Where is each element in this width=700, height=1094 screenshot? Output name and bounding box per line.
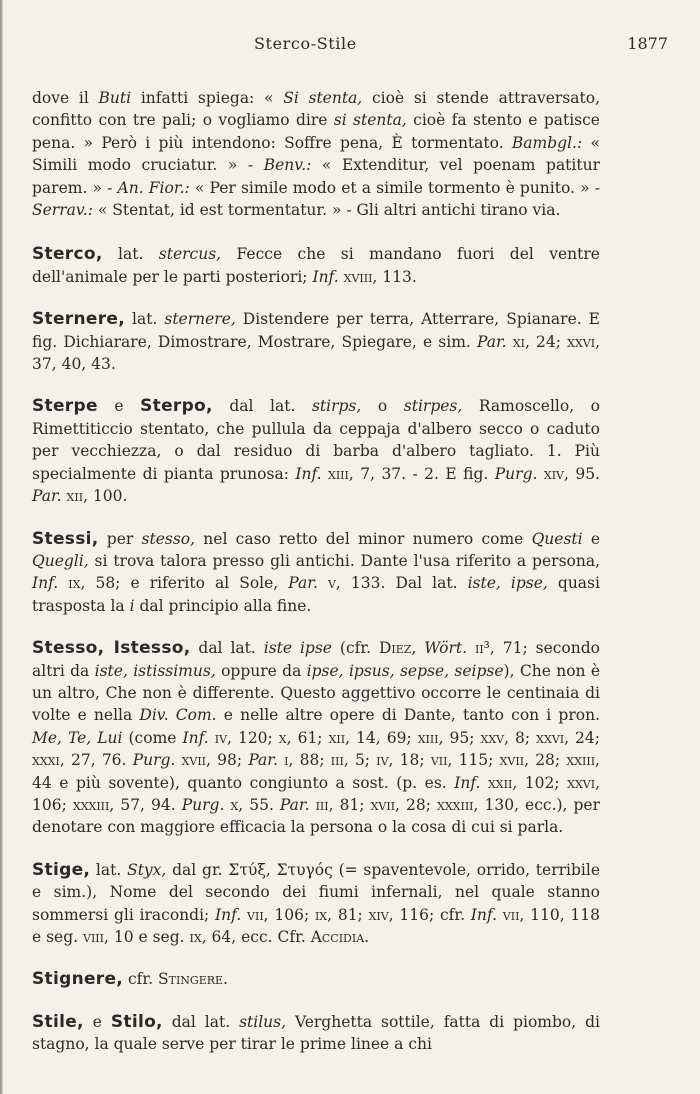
text-run: , 95; [438, 728, 481, 747]
italic-term: sternere, [164, 310, 236, 329]
text-run: « Per simile modo et a simile tormento è punito. » - [189, 178, 600, 197]
smallcaps-reference: xiii [417, 728, 439, 747]
italic-term: Par. [248, 751, 278, 770]
lemma-variant: Stilo, [110, 1011, 163, 1032]
text-run: , 44 e più sovente), quanto congiunto a sost. (p. es. [32, 751, 600, 792]
smallcaps-reference: ix [189, 928, 202, 946]
text-run: , 61; [286, 728, 329, 747]
entry-text [32, 859, 600, 949]
text-run: (cfr. [331, 639, 379, 658]
text-run: , 24; [524, 332, 568, 351]
text-run: dal lat. [212, 397, 312, 416]
entry-text [32, 243, 600, 288]
smallcaps-reference: v [327, 574, 336, 593]
entry-lemma: Stile, [32, 1011, 84, 1032]
smallcaps-reference: iv [214, 728, 228, 747]
text-run: cioè si stende attraversato, confitto con tre pali; o vogliamo dire [32, 89, 600, 130]
smallcaps-reference: xxxi [32, 751, 60, 770]
smallcaps-reference: vii [430, 751, 448, 770]
italic-term: stirps, [311, 397, 362, 416]
text-run: Ramoscello, o Rimettiticcio stentato, che pullula da ceppaja d'albero secco o caduto per vecchiezza, o dal residuo di barba d'albero tagliato. 1. Più specialmente di pianta prunosa: [32, 397, 601, 483]
smallcaps-reference: xii [328, 728, 346, 747]
smallcaps-reference: ix [68, 574, 81, 593]
italic-term: iste ipse [263, 639, 332, 658]
entry-lemma: Stige, [32, 859, 91, 880]
italic-term: Benv.: [263, 156, 312, 175]
italic-term: si stenta, [333, 111, 407, 130]
text-run: quasi trasposta la [32, 574, 600, 615]
italic-term: Purg. [181, 795, 225, 814]
text-run: dove il [32, 89, 99, 107]
continuation-paragraph [32, 87, 600, 221]
entry-text [32, 395, 600, 507]
text-run: , 130, ecc.), per denotare con maggiore efficacia la persona o la cosa di cui si parla. [32, 795, 601, 837]
entry-text [32, 308, 600, 375]
text-run: lat. [102, 245, 159, 264]
text-run: lat. [90, 860, 128, 879]
italic-term: Inf. [470, 905, 498, 924]
dictionary-entry [32, 308, 600, 375]
smallcaps-reference: xxxiii [437, 795, 474, 814]
entry-lemma: Sterco, [32, 244, 103, 265]
entry-text [32, 968, 600, 990]
text-run [467, 639, 475, 657]
italic-term: iste, ipse, [467, 574, 548, 593]
entry-lemma: Sternere, [32, 309, 125, 330]
smallcaps-reference: xii [66, 487, 84, 506]
text-run: e [97, 397, 141, 416]
text-run: , 64, ecc. Cfr. [201, 928, 311, 946]
text-run: , 18; [388, 751, 431, 770]
text-run: Fecce che si mandano fuori del ventre dell'animale per le parti posteriori; [32, 245, 600, 286]
italic-term: Inf. [182, 728, 209, 747]
entry-list [32, 243, 600, 1055]
smallcaps-reference: Diez [378, 639, 412, 658]
italic-term: i [129, 596, 135, 615]
text-run: , 133. Dal lat. [335, 574, 468, 593]
smallcaps-reference: xxvi [567, 332, 596, 351]
italic-term: Serrav.: [32, 201, 93, 220]
text-run: . [364, 928, 370, 946]
italic-term: Bambgl.: [511, 133, 583, 152]
italic-term: ipse, ipsus, sepse, seipse [306, 661, 504, 680]
smallcaps-reference: xiv [368, 905, 389, 924]
italic-term: stercus, [158, 245, 222, 264]
smallcaps-reference: xvii [499, 751, 525, 770]
text-run: « Simili modo cruciatur. » - [32, 133, 600, 175]
smallcaps-reference: Stingere [157, 970, 224, 989]
text-run [480, 774, 488, 792]
smallcaps-reference: xxvi [567, 773, 596, 792]
smallcaps-reference: x [278, 728, 287, 747]
italic-term: Inf. [295, 464, 322, 483]
text-run: e [582, 529, 601, 548]
dictionary-entry [32, 637, 600, 839]
text-run [58, 574, 68, 592]
text-run: , 7, 37. - 2. E fig. [348, 464, 495, 483]
dictionary-entry [32, 859, 600, 949]
italic-term: Div. Com. [139, 706, 217, 725]
italic-term: An. Fior.: [117, 178, 190, 197]
text-run: Verghetta sottile, fatta di piombo, di stagno, la quale serve per tirar le prime linee a chi [32, 1012, 600, 1054]
italic-term: Inf. [312, 267, 339, 286]
text-run: , 10 e seg. [104, 928, 190, 946]
text-run: oppure da [215, 661, 307, 680]
text-run: Distendere per terra, Atterrare, Spianare. E fig. Dichiarare, Dimostrare, Mostrare, Spiegare, e sim. [32, 310, 600, 351]
smallcaps-reference: ix [314, 905, 328, 924]
text-run: . [223, 970, 228, 989]
continuation-text [32, 87, 600, 221]
smallcaps-reference: xxv [480, 728, 505, 747]
smallcaps-reference: xvii [181, 751, 207, 770]
smallcaps-reference: xviii [343, 267, 373, 286]
italic-term: Quegli, [32, 551, 89, 570]
text-run: , 98; [206, 751, 249, 770]
italic-term: stilus, [239, 1012, 287, 1031]
smallcaps-reference: Accidia [310, 928, 365, 946]
text-run: si trova talora presso gli antichi. Dante l'usa riferito a persona, [88, 551, 600, 570]
running-title: Sterco-Stile [254, 34, 357, 53]
smallcaps-reference: viii [83, 928, 104, 946]
italic-term: Wört. [424, 639, 468, 658]
italic-term: stesso, [141, 529, 196, 548]
italic-term: Me, Te, Lui [32, 728, 123, 747]
smallcaps-reference: xxii [487, 773, 513, 792]
entry-text [32, 1011, 600, 1056]
italic-term: Par. [476, 332, 507, 351]
text-run: , 37, 40, 43. [32, 332, 600, 374]
text-run: dal gr. Στύξ, Στυγός (= spaventevole, orrido, terribile e sim.), Nome del secondo dei fiumi infernali, nel quale stanno sommersi gli iracondi; [32, 860, 600, 924]
lemma-variant: Sterpo, [140, 396, 213, 417]
dictionary-text [32, 87, 600, 1076]
italic-term: Buti [98, 89, 132, 107]
italic-term: Questi [531, 529, 583, 548]
text-run: o [361, 397, 404, 416]
italic-term: Inf. [454, 773, 481, 792]
smallcaps-reference: i [284, 751, 289, 770]
italic-term: Si stenta, [283, 89, 363, 107]
smallcaps-reference: xvii [370, 795, 396, 814]
entry-text [32, 528, 600, 618]
text-run: infatti spiega: « [131, 89, 284, 107]
entry-lemma: Stesso, Istesso, [32, 638, 191, 659]
text-run: , 8; [504, 728, 537, 747]
page-edge [0, 0, 3, 1094]
smallcaps-reference: vii [247, 905, 264, 924]
text-run: « Extenditur, vel poenam patitur parem. » - [32, 156, 600, 197]
italic-term: Purg. [132, 751, 176, 770]
text-run: dal lat. [162, 1012, 240, 1031]
text-run: , 113. [372, 267, 417, 286]
text-run: ), Che non è un altro, Che non è differente. Questo aggettivo occorre le centinaia di volte e nella [32, 661, 601, 725]
text-run: e [83, 1012, 111, 1031]
italic-term: Par. [279, 795, 310, 814]
italic-term: Par. [32, 487, 62, 506]
text-run: , 24; [564, 728, 601, 747]
entry-lemma: Stignere, [32, 969, 124, 990]
dictionary-entry [32, 528, 600, 618]
text-run: , 116; cfr. [388, 905, 471, 924]
italic-term: Purg. [494, 464, 538, 483]
smallcaps-reference: xi [512, 332, 525, 351]
text-run: , 95. [563, 464, 600, 483]
smallcaps-reference: xxvi [536, 728, 565, 747]
text-run: , 110, 118 e seg. [32, 905, 601, 946]
text-run: , 88; [288, 751, 331, 770]
dictionary-entry [32, 968, 600, 990]
text-run: dal principio alla fine. [134, 596, 312, 615]
smallcaps-reference: xxxiii [72, 795, 110, 814]
smallcaps-reference: xiii [328, 464, 349, 483]
entry-text [32, 637, 600, 839]
text-run: , 57, 94. [109, 795, 182, 814]
text-run: , 106; [263, 905, 315, 924]
smallcaps-reference: iii [315, 795, 329, 814]
italic-term: Par. [288, 574, 318, 593]
text-run: , 81; [328, 795, 371, 814]
text-run: , 28; [395, 795, 437, 814]
text-run: cioè fa stento e patisce pena. » Però i più intendono: Soffre pena, È tormentato. [32, 111, 600, 152]
text-run: , 115; [447, 751, 500, 770]
entry-lemma: Sterpe [32, 396, 98, 417]
text-run: « Stentat, id est tormentatur. » - Gli altri antichi tirano via. [92, 201, 561, 220]
entry-lemma: Stessi, [32, 528, 99, 549]
italic-term: iste, istissimus, [94, 661, 216, 680]
text-run: , 102; [512, 773, 568, 792]
text-run: , 71; secondo altri da [32, 639, 600, 680]
text-run: , 27, 76. [59, 751, 133, 770]
smallcaps-reference: xiv [543, 464, 564, 483]
smallcaps-reference: ii³ [474, 639, 490, 658]
text-run: e nelle altre opere di Dante, tanto con i pron. [216, 706, 600, 725]
smallcaps-reference: iii [330, 751, 344, 770]
text-run: , 5; [343, 751, 377, 770]
text-run: , 120; [227, 728, 279, 747]
text-run: per [98, 529, 142, 548]
italic-term: Inf. [215, 905, 242, 924]
text-run: , 106; [32, 773, 600, 814]
text-run: , 81; [327, 905, 369, 924]
text-run: nel caso retto del minor numero come [195, 529, 532, 548]
dictionary-entry [32, 1011, 600, 1056]
smallcaps-reference: vii [502, 905, 520, 924]
page-number: 1877 [627, 34, 668, 53]
text-run: , 55. [238, 795, 280, 814]
italic-term: stirpes, [403, 397, 463, 416]
text-run: (come [122, 728, 183, 747]
text-run: , 28; [524, 751, 567, 770]
text-run: , 58; e riferito al Sole, [80, 574, 289, 593]
running-header [32, 34, 668, 53]
dictionary-entry [32, 243, 600, 288]
italic-term: Inf. [32, 574, 59, 593]
text-run: , 100. [83, 487, 128, 506]
dictionary-entry [32, 395, 600, 507]
smallcaps-reference: iv [376, 751, 389, 770]
italic-term: Styx, [127, 860, 167, 879]
text-run [318, 574, 328, 592]
text-run: , 14, 69; [345, 728, 418, 747]
smallcaps-reference: xxiii [566, 751, 596, 770]
text-run: lat. [125, 310, 165, 329]
text-run: cfr. [123, 970, 158, 989]
text-run: , [411, 639, 425, 658]
smallcaps-reference: x [230, 795, 239, 814]
text-run: dal lat. [190, 639, 264, 658]
